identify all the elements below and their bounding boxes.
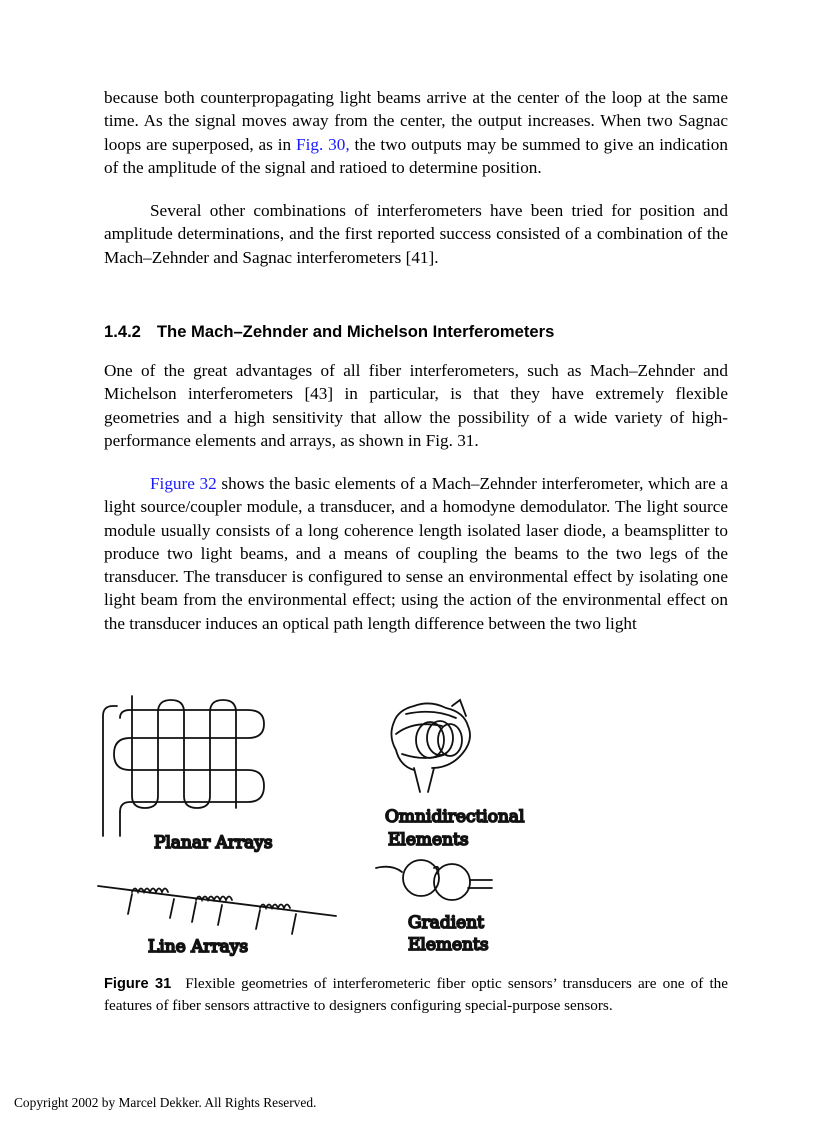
figure-caption-label: Figure 31 (104, 976, 172, 992)
paragraph-combinations: Several other combinations of interferometers have been tried for position and amplitude determinations, and the first reported success consisted of a combination of the Mach–Zehnder and Sagnac interferometers [41]. (104, 201, 728, 267)
line-array-drawing (98, 886, 336, 934)
figure-caption-text: Flexible geometries of interferometeric fiber optic sensors’ transducers are one of the features of fiber sensors attractive to designers configuring special-purpose sensors. (104, 975, 728, 1015)
gradient-label-line1: Gradient (408, 913, 485, 933)
section-title: The Mach–Zehnder and Michelson Interferometers (156, 322, 555, 341)
planar-array-drawing (103, 696, 264, 836)
omnidirectional-label-line1: Omnidirectional (385, 807, 525, 827)
fig-30-link[interactable]: Fig. 30, (296, 134, 350, 154)
paragraph-text: shows the basic elements of a Mach–Zehnder interferometer, which are a light source/coupler module, a transducer, and a homodyne demodulator. The light source module usually consists of a long coherence length isolated laser diode, a beamsplitter to produce two light beams, and a means of coupling the beams to the two legs of the transducer. The transducer is configured to sense an environmental effect by isolating one light beam from the environmental effect; using the action of the environmental effect on the transducer induces an optical path length difference between the two light (104, 474, 729, 633)
line-arrays-label: Line Arrays (148, 937, 249, 957)
section-heading (104, 322, 554, 342)
planar-arrays-label: Planar Arrays (154, 833, 273, 853)
section-number: 1.4.2 (104, 322, 141, 341)
gradient-label-line2: Elements (408, 935, 489, 955)
figure-31-illustration (96, 696, 536, 960)
paragraph-sagnac-loops (104, 86, 728, 179)
paragraph-advantages: One of the great advantages of all fiber interferometers, such as Mach–Zehnder and Michelson interferometers [43] in particular, is that they have extremely flexible geometries and a high sensitivity that allow the possibility of a wide variety of high-performance elements and arrays, as shown in Fig. 31. (104, 361, 728, 450)
omnidirectional-element-drawing (391, 700, 470, 792)
paragraph-mach-zehnder (104, 472, 728, 635)
gradient-element-drawing (376, 860, 492, 900)
omnidirectional-label-line2: Elements (388, 830, 469, 850)
copyright-footer: Copyright 2002 by Marcel Dekker. All Rights Reserved. (14, 1095, 317, 1110)
figure-caption (104, 973, 728, 1017)
paragraph-text: because both counterpropagating light beams arrive at the center of the loop at the same time. As the signal moves away from the center, the output increases. When two Sagnac loops are superposed, as in (104, 88, 728, 154)
figure-32-link[interactable]: Figure 32 (150, 474, 217, 493)
paragraph-text: the two outputs may be summed to give an indication of the amplitude of the signal and ratioed to determine position. (104, 134, 728, 177)
